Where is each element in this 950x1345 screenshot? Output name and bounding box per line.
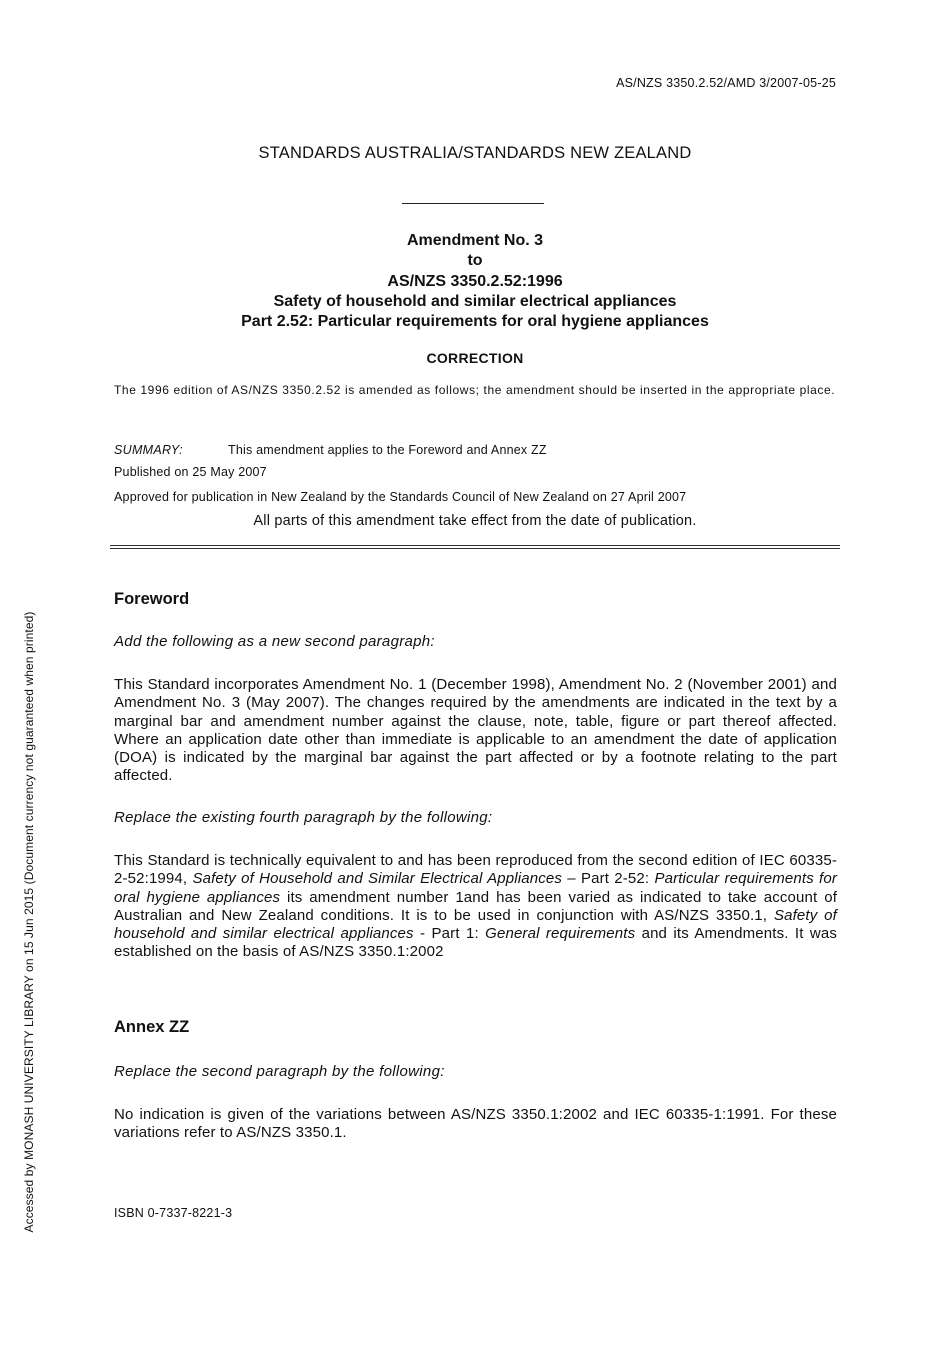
foreword-heading: Foreword: [114, 590, 190, 608]
annex-instruction: Replace the second paragraph by the following:: [114, 1063, 445, 1080]
standard-title: Safety of household and similar electrical appliances: [273, 292, 677, 310]
summary-label: SUMMARY:: [114, 443, 183, 457]
access-watermark-note: Accessed by MONASH UNIVERSITY LIBRARY on 15 Jun 2015 (Document currency not guaranteed when printed): [22, 611, 36, 1233]
published-date: Published on 25 May 2007: [114, 465, 267, 479]
foreword-paragraph-1: This Standard incorporates Amendment No. 1 (December 1998), Amendment No. 2 (November 2001) and Amendment No. 3 (May 2007). The changes required by the amendments are indicated in the text by a marginal bar and amendment number against the clause, note, table, figure or part thereof affected. Where an application date other than immediate is applicable to an amendment the date of application (DOA) is indicated by the marginal bar against the part affected or by a footnote relating to the part affected.: [114, 676, 837, 785]
p2-text-4: - Part 1:: [413, 925, 486, 943]
p2-italic-3: Safety of household and similar electrical appliances: [114, 906, 837, 943]
p2-text-2: – Part 2-52:: [562, 870, 655, 888]
p2-text-1: This Standard is technically equivalent to and has been reproduced from the second edition of IEC 60335-2-52:1994,: [114, 852, 837, 888]
organization-name: STANDARDS AUSTRALIA/STANDARDS NEW ZEALAND: [258, 144, 692, 162]
standard-number: AS/NZS 3350.2.52:1996: [387, 272, 563, 290]
summary-text: This amendment applies to the Foreword and Annex ZZ: [228, 443, 547, 457]
approval-note: Approved for publication in New Zealand by the Standards Council of New Zealand on 27 April 2007: [114, 490, 687, 504]
effect-note: All parts of this amendment take effect from the date of publication.: [253, 513, 697, 529]
p2-text-3: its amendment number 1and has been varied as indicated to take account of Australian and New Zealand conditions. It is to be used in conjunction with AS/NZS 3350.1,: [114, 888, 838, 924]
p2-italic-2: Particular requirements for oral hygiene appliances: [114, 870, 838, 906]
amendment-title-block: [0, 231, 950, 332]
foreword-instruction-2: Replace the existing fourth paragraph by the following:: [114, 809, 493, 826]
amendment-number: Amendment No. 3: [406, 232, 543, 249]
correction-label: CORRECTION: [426, 350, 524, 366]
document-reference: AS/NZS 3350.2.52/AMD 3/2007-05-25: [616, 76, 836, 90]
foreword-paragraph-2: [114, 852, 837, 962]
isbn: ISBN 0-7337-8221-3: [114, 1206, 233, 1220]
p2-italic-4: General requirements: [485, 925, 636, 943]
annex-heading: Annex ZZ: [114, 1018, 190, 1036]
annex-paragraph: No indication is given of the variations between AS/NZS 3350.1:2002 and IEC 60335-1:1991. For these variations refer to AS/NZS 3350.1.: [114, 1106, 837, 1142]
standard-part-title: Part 2.52: Particular requirements for oral hygiene appliances: [241, 313, 709, 331]
title-divider: [402, 203, 544, 204]
intro-text: The 1996 edition of AS/NZS 3350.2.52 is amended as follows; the amendment should be inserted in the appropriate place.: [114, 383, 836, 397]
title-connector: to: [467, 252, 483, 270]
p2-text-5: and its Amendments. It was established on the basis of AS/NZS 3350.1:2002: [114, 925, 837, 961]
p2-italic-1: Safety of Household and Similar Electrical Appliances: [192, 870, 563, 888]
foreword-instruction-1: Add the following as a new second paragraph:: [114, 633, 435, 650]
section-divider: [110, 545, 840, 549]
